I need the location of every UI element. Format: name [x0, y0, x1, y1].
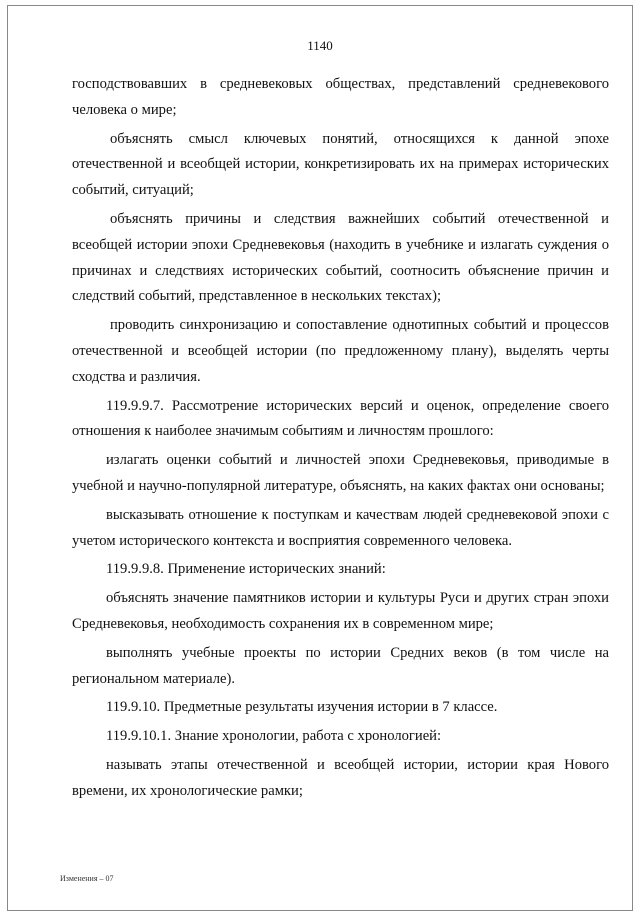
paragraph-continuation: господствовавших в средневековых обществах, представлений средневекового человека о мире;: [72, 76, 609, 118]
paragraph-section-119-9-9-8: 119.9.9.8. Применение исторических знаний:: [106, 561, 386, 578]
paragraph-explain-monuments: объяснять значение памятников истории и культуры Руси и других стран эпохи Средневековья, необходимость сохранения их в современном мире;: [72, 590, 609, 632]
paragraph-synchronization: проводить синхронизацию и сопоставление однотипных событий и процессов отечественной и всеобщей истории (по предложенному плану), выделять черты сходства и различия.: [72, 317, 609, 385]
paragraph-projects: выполнять учебные проекты по истории Средних веков (в том числе на региональном материале).: [72, 644, 609, 687]
document-body: [72, 72, 609, 808]
paragraph-explain-concepts: объяснять смысл ключевых понятий, относящихся к данной эпохе отечественной и всеобщей истории, конкретизировать их на примерах исторических событий, ситуаций;: [72, 130, 609, 199]
paragraph-express-attitude: высказывать отношение к поступкам и качествам людей средневековой эпохи с учетом исторического контекста и восприятия современного человека.: [72, 506, 609, 549]
paragraph-section-119-9-9-7: 119.9.9.7. Рассмотрение исторических версий и оценок, определение своего отношения к наиболее значимым событиям и личностям прошлого:: [72, 397, 609, 440]
footer-changes-note: Изменения – 07: [60, 874, 114, 883]
paragraph-section-119-9-10: 119.9.10. Предметные результаты изучения истории в 7 классе.: [106, 699, 498, 716]
paragraph-name-stages: называть этапы отечественной и всеобщей истории, истории края Нового времени, их хронологические рамки;: [72, 756, 609, 799]
paragraph-explain-causes: объяснять причины и следствия важнейших событий отечественной и всеобщей истории эпохи Средневековья (находить в учебнике и излагать суждения о причинах и следствиях исторических событий, соотносить объяснение причин и следствий событий, представленное в нескольких текстах);: [72, 210, 609, 305]
page-number: 1140: [307, 38, 333, 53]
paragraph-section-119-9-10-1: 119.9.10.1. Знание хронологии, работа с хронологией:: [106, 728, 442, 745]
paragraph-present-assessments: излагать оценки событий и личностей эпохи Средневековья, приводимые в учебной и научно-популярной литературе, объяснять, на каких фактах они основаны;: [72, 452, 609, 494]
